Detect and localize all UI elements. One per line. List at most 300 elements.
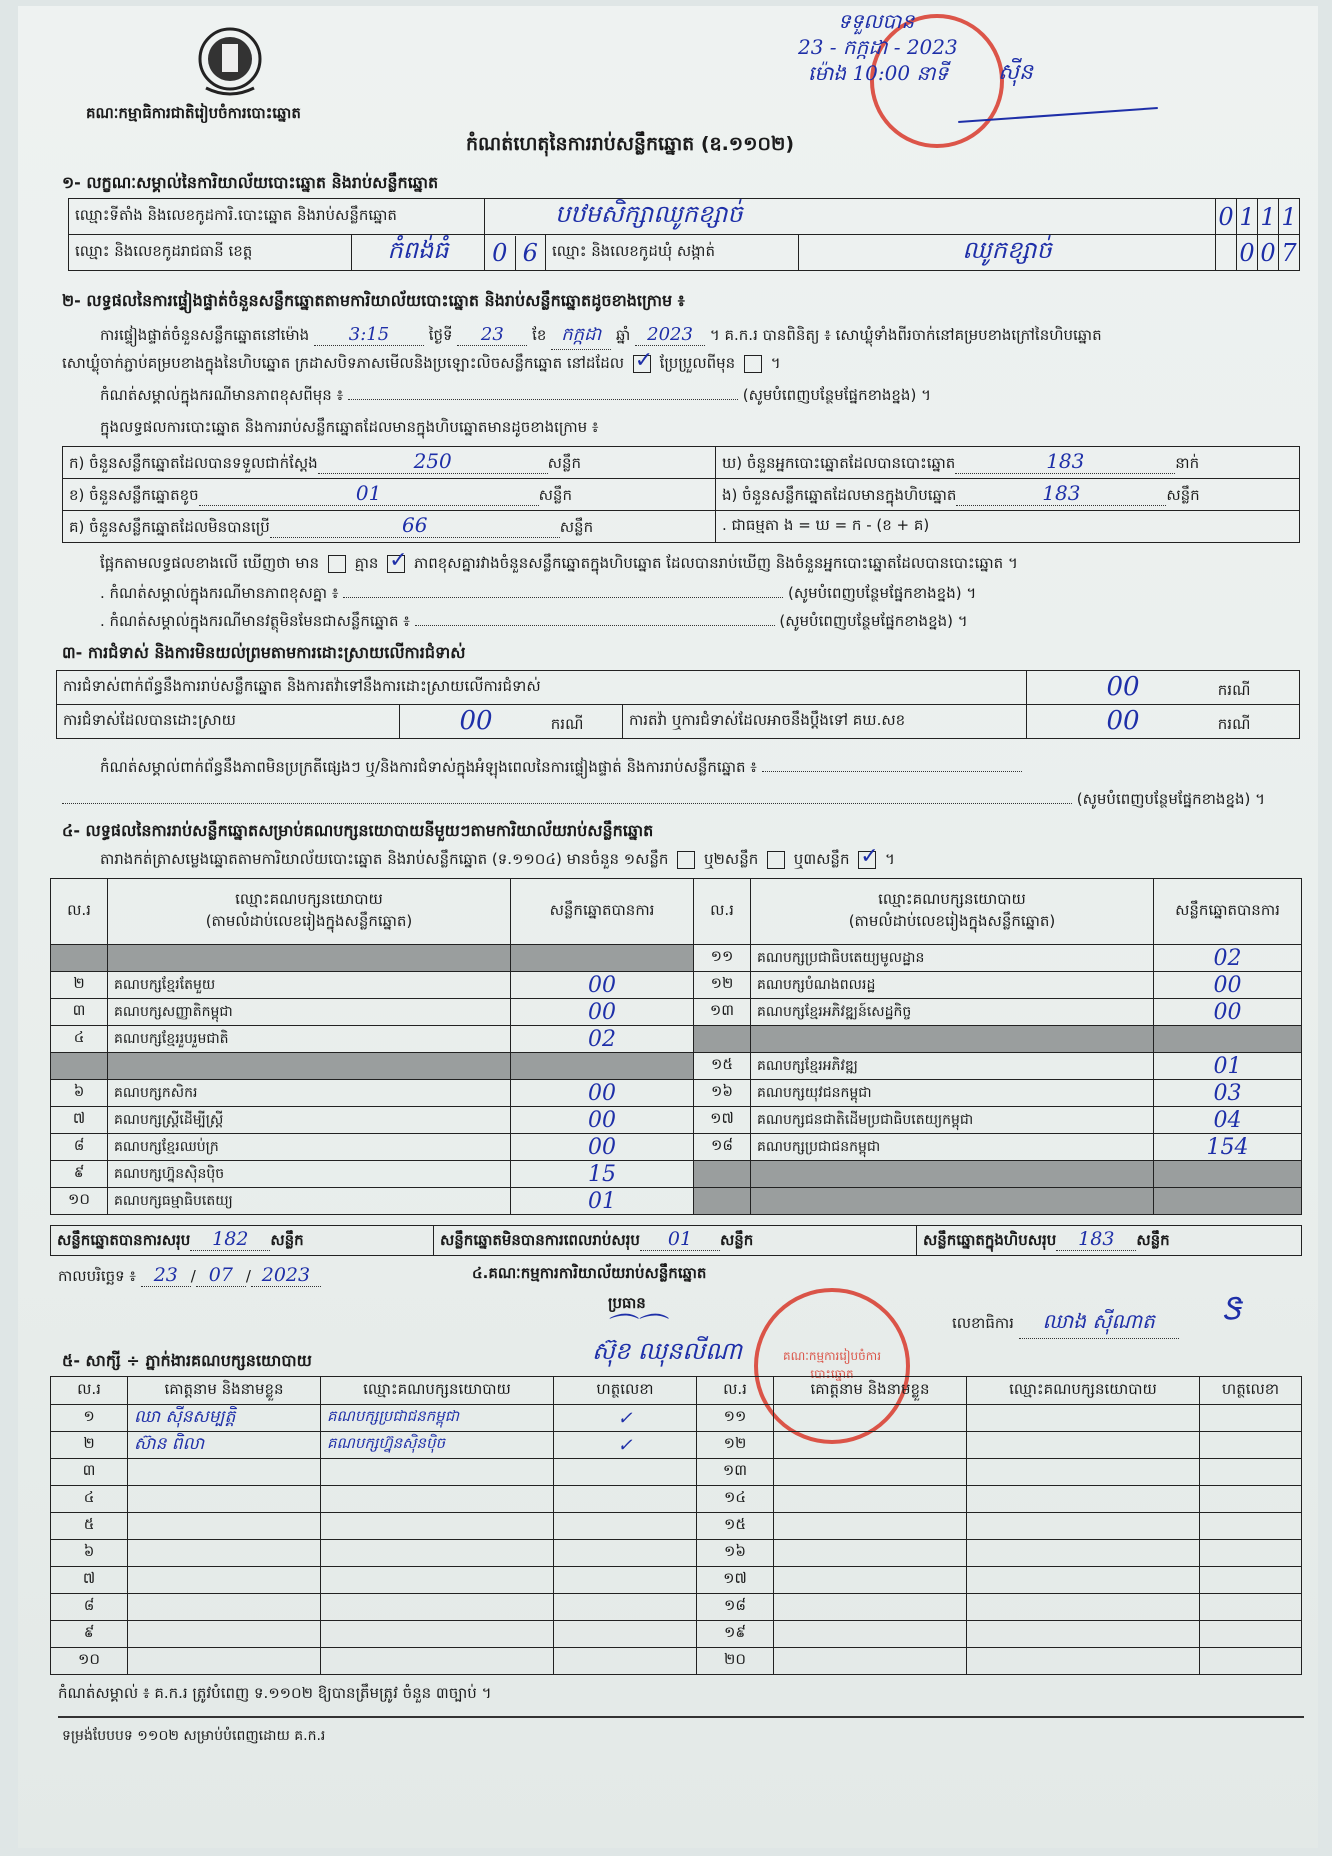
- tally-three-label: ឬ៣សន្លឹក: [793, 850, 850, 868]
- witness-signature: ✓: [554, 1405, 697, 1432]
- form-note: ទម្រង់បែបបទ ១១០២ សម្រាប់បំពេញដោយ គ.ក.រ: [62, 1728, 326, 1744]
- party-no: ១៥: [694, 1053, 751, 1080]
- witness-party: [967, 1432, 1200, 1459]
- total-invalid-label: សន្លឹកឆ្នោតមិនបានការពេលរាប់សរុប: [440, 1231, 640, 1249]
- party-name: [751, 1161, 1154, 1188]
- party-name: គណបក្សយុវជនកម្ពុជា: [751, 1080, 1154, 1107]
- party-name: [108, 945, 511, 972]
- party-no: [51, 945, 108, 972]
- total-valid-value: 182: [190, 1228, 270, 1251]
- unit: សន្លឹក: [538, 486, 572, 504]
- party-name: គណបក្សកសិករ: [108, 1080, 511, 1107]
- witness-name: [774, 1621, 967, 1648]
- witness-name: [774, 1594, 967, 1621]
- witness-signature: [554, 1486, 697, 1513]
- party-results-table: [50, 878, 1302, 1215]
- party-votes: 00: [511, 972, 694, 999]
- witness-row: [51, 1405, 1302, 1432]
- unit: សន្លឹក: [559, 518, 594, 536]
- witness-signature: [554, 1648, 697, 1675]
- unit: សន្លឹក: [270, 1231, 304, 1249]
- witness-name: [128, 1594, 321, 1621]
- party-no: ១៦: [694, 1080, 751, 1107]
- seal-intact-checkbox[interactable]: ✓: [634, 347, 654, 373]
- witness-row: [51, 1513, 1302, 1540]
- date-line: កាលបរិច្ឆេទ ៖ 23 / 07 / 2023: [58, 1264, 321, 1289]
- party-no: [694, 1188, 751, 1215]
- witness-no: ១: [51, 1405, 128, 1432]
- party-no: ៨: [51, 1134, 108, 1161]
- witness-signature: [1200, 1405, 1302, 1432]
- verify-day-label: ថ្ងៃទី: [428, 326, 453, 344]
- witness-row: [51, 1432, 1302, 1459]
- irregularity-field[interactable]: [762, 771, 1022, 772]
- discrepancy-yes-label: ផ្អែកតាមលទ្ធផលខាងលើ ឃើញថា មាន: [100, 554, 320, 572]
- witness-name: [774, 1486, 967, 1513]
- col-no: ល.រ: [694, 879, 751, 945]
- party-result-row: [51, 1080, 1302, 1107]
- witness-signature: [1200, 1567, 1302, 1594]
- party-votes: 03: [1154, 1080, 1302, 1107]
- witness-signature: [1200, 1540, 1302, 1567]
- appeal-value: 00: [1106, 706, 1140, 736]
- secretary-signature: Ꮥ: [1222, 1292, 1241, 1327]
- footer-note: កំណត់សម្គាល់ ៖ គ.ក.រ ត្រូវបំពេញ ទ.១១០២ ឱ្យបានត្រឹមត្រូវ ចំនួន ៣ច្បាប់ ។: [58, 1684, 492, 1702]
- witness-name: [774, 1540, 967, 1567]
- witness-party: [967, 1513, 1200, 1540]
- date-year: 2023: [251, 1264, 321, 1287]
- station-code-digit: 1: [1237, 199, 1258, 235]
- party-name: គណបក្សបំណងពលរដ្ឋ: [751, 972, 1154, 999]
- witness-no: ៦: [51, 1540, 128, 1567]
- witness-col-name: គោត្តនាម និងនាមខ្លួន: [774, 1377, 967, 1405]
- party-votes: 15: [511, 1161, 694, 1188]
- discrepancy-no-label: គ្មាន: [354, 554, 379, 572]
- nec-logo: [192, 26, 268, 96]
- witness-no: ២០: [697, 1648, 774, 1675]
- witness-no: ១៧: [697, 1567, 774, 1594]
- party-name: គណបក្សជនជាតិដើមប្រជាធិបតេយ្យកម្ពុជា: [751, 1107, 1154, 1134]
- form-title: កំណត់ហេតុនៃការរាប់សន្លឹកឆ្នោត (ឧ.១១០២): [466, 133, 795, 155]
- total-invalid-value: 01: [640, 1228, 720, 1251]
- witness-no: ៣: [51, 1459, 128, 1486]
- note-object-label: . កំណត់សម្គាល់ក្នុងករណីមានវត្ថុមិនមែនជាសន្លឹកឆ្នោត ៖: [100, 612, 410, 630]
- witness-party: [321, 1648, 554, 1675]
- party-result-row: [51, 1188, 1302, 1215]
- note-suffix: (សូមបំពេញបន្ថែមផ្នែកខាងខ្នង) ។: [788, 584, 977, 602]
- difference-note-line: [100, 386, 931, 408]
- witness-name: ឈា ស៊ីនសម្បត្តិ: [128, 1405, 321, 1432]
- verify-month: កក្កដា: [551, 322, 611, 350]
- stamp-line-1: ទទួលបាន: [838, 9, 915, 33]
- party-no: ១៣: [694, 999, 751, 1026]
- witness-row: [51, 1648, 1302, 1675]
- irregularity-note-2: [62, 790, 1265, 812]
- party-name: គណបក្សស្ត្រីដើម្បីស្ត្រី: [108, 1107, 511, 1134]
- witness-name: [128, 1648, 321, 1675]
- col-party-title: ឈ្មោះគណបក្សនយោបាយ: [235, 889, 383, 908]
- irregularity-label: កំណត់សម្គាល់ពាក់ព័ន្ធនឹងភាពមិនប្រក្រតីផ្សេងៗ ឬ/និងការជំទាស់ក្នុងអំឡុងពេលនៃការផ្ទៀងផ្ទាត់ និងការរាប់សន្លឹកឆ្នោត ៖: [100, 758, 757, 776]
- witness-signature: [554, 1513, 697, 1540]
- witness-name: [774, 1405, 967, 1432]
- secretary-line: [952, 1308, 1179, 1339]
- unused-ballots-label: គ) ចំនួនសន្លឹកឆ្នោតដែលមិនបានប្រើ: [69, 518, 270, 536]
- col-votes: សន្លឹកឆ្នោតបានការ: [511, 879, 694, 945]
- witness-name: [128, 1459, 321, 1486]
- party-name: គណបក្សធម្មាធិបតេយ្យ: [108, 1188, 511, 1215]
- witness-row: [51, 1621, 1302, 1648]
- results-intro: ក្នុងលទ្ធផលការបោះឆ្នោត និងការរាប់សន្លឹកឆ្នោតដែលមានក្នុងហិបឆ្នោតមានដូចខាងក្រោម ៖: [100, 418, 599, 436]
- witness-name: [128, 1567, 321, 1594]
- witness-no: ១៤: [697, 1486, 774, 1513]
- party-name: គណបក្សហ្វ៊ុនស៊ិនប៉ិច: [108, 1161, 511, 1188]
- station-code-digit: 0: [1216, 199, 1237, 235]
- witness-row: [51, 1459, 1302, 1486]
- complaints-label: ការជំទាស់ពាក់ព័ន្ធនឹងការរាប់សន្លឹកឆ្នោត និងការតវ៉ាទៅនឹងការដោះស្រាយលើការជំទាស់: [57, 671, 1027, 705]
- case-unit: ករណី: [1217, 681, 1251, 699]
- witness-row: [51, 1594, 1302, 1621]
- stamp-line-2: 23 - កក្កដា - 2023: [798, 35, 958, 59]
- commune-code-digit: 0: [1237, 235, 1258, 271]
- party-no: ៩: [51, 1161, 108, 1188]
- section5-title: ៥- សាក្សី ÷ ភ្នាក់ងារគណបក្សនយោបាយ: [62, 1351, 312, 1370]
- witness-signature: ✓: [554, 1432, 697, 1459]
- party-no: ៣: [51, 999, 108, 1026]
- received-ballots-value: 250: [318, 449, 548, 474]
- witness-signature: [554, 1621, 697, 1648]
- district-value: កំពង់ធំ: [352, 235, 485, 271]
- voters-value: 183: [955, 449, 1175, 474]
- discrepancy-no-checkbox[interactable]: ✓: [389, 547, 408, 573]
- witness-name: ស៊ាន ពិលា: [128, 1432, 321, 1459]
- totals-table: [50, 1225, 1302, 1256]
- party-result-row: [51, 1053, 1302, 1080]
- tally-three-checkbox[interactable]: ✓: [860, 843, 879, 869]
- counting-committee: ៤.គណៈកម្មការការិយាល័យរាប់សន្លឹកឆ្នោត: [472, 1264, 707, 1282]
- irregularity-field-2[interactable]: [62, 803, 1072, 804]
- section1-title: ១- លក្ខណៈសម្គាល់នៃការិយាល័យបោះឆ្នោត និងរាប់សន្លឹកឆ្នោត: [62, 173, 439, 192]
- unit: សន្លឹក: [719, 1231, 754, 1249]
- note-object-field[interactable]: [415, 625, 775, 626]
- col-party-title: ឈ្មោះគណបក្សនយោបាយ: [878, 889, 1026, 908]
- seal-intact-label: សោឃ្លុំចាក់ភ្ជាប់គម្របខាងក្នុងនៃហិបឆ្នោត ក្រដាសបិទភាសមើលនិងប្រឡោះលិចសន្លឹកឆ្នោត នៅដដែល: [62, 354, 625, 372]
- seal-changed-label: ប្រែប្រួលពីមុន: [659, 354, 736, 372]
- party-no: [694, 1026, 751, 1053]
- witness-no: ១២: [697, 1432, 774, 1459]
- witness-col-party: ឈ្មោះគណបក្សនយោបាយ: [321, 1377, 554, 1405]
- difference-note-suffix: (សូមបំពេញបន្ថែមផ្នែកខាងខ្នង) ។: [742, 386, 931, 404]
- tally-two-label: ឬ២សន្លឹក: [704, 850, 759, 868]
- party-votes: 01: [1154, 1053, 1302, 1080]
- station-info-table: [68, 198, 1300, 271]
- party-votes: 04: [1154, 1107, 1302, 1134]
- case-unit: ករណី: [1217, 715, 1251, 733]
- party-votes: [511, 1053, 694, 1080]
- commune-value: ឈូកខ្សាច់: [799, 235, 1216, 271]
- party-votes: 00: [1154, 999, 1302, 1026]
- discrepancy-line: [100, 547, 1018, 576]
- note-suffix: (សូមបំពេញបន្ថែមផ្នែកខាងខ្នង) ។: [779, 612, 968, 630]
- party-name: [751, 1026, 1154, 1053]
- unit: សន្លឹក: [547, 454, 581, 472]
- party-name: គណបក្សខ្មែរតែមួយ: [108, 972, 511, 999]
- party-no: ១១: [694, 945, 751, 972]
- witness-party: [967, 1621, 1200, 1648]
- secretary-label: លេខាធិការ: [952, 1314, 1014, 1332]
- note-object-line: [100, 612, 968, 634]
- party-no: ៧: [51, 1107, 108, 1134]
- witness-party: គណបក្សប្រជាជនកម្ពុជា: [321, 1405, 554, 1432]
- party-no: ១៨: [694, 1134, 751, 1161]
- irregularity-note: [100, 758, 1022, 780]
- party-name: គណបក្សខ្មែរអភិវឌ្ឍន៍សេដ្ឋកិច្ច: [751, 999, 1154, 1026]
- verify-year: 2023: [635, 324, 705, 346]
- witness-party: [967, 1567, 1200, 1594]
- stamp-handwriting: ស៊ីន: [998, 60, 1033, 85]
- party-votes: 00: [511, 1107, 694, 1134]
- station-label: ឈ្មោះទីតាំង និងលេខកូដការិ.បោះឆ្នោត និងរាប់សន្លឹកឆ្នោត: [69, 199, 485, 235]
- district-label: ឈ្មោះ និងលេខកូដរាជធានី ខេត្ត: [69, 235, 352, 271]
- party-votes: 00: [511, 1134, 694, 1161]
- party-votes: [1154, 1026, 1302, 1053]
- section4-title: ៤- លទ្ធផលនៃការរាប់សន្លឹកឆ្នោតសម្រាប់គណបក្សនយោបាយនីមួយៗតាមការិយាល័យរាប់សន្លឹកឆ្នោត: [62, 821, 654, 840]
- tally-one-checkbox[interactable]: [677, 851, 695, 869]
- complaints-table: [56, 670, 1300, 739]
- party-result-row: [51, 1134, 1302, 1161]
- witness-party: [967, 1594, 1200, 1621]
- verify-month-label: ខែ: [532, 326, 547, 344]
- party-no: ១២: [694, 972, 751, 999]
- seal-changed-checkbox[interactable]: [744, 355, 762, 373]
- party-votes: 154: [1154, 1134, 1302, 1161]
- party-no: ៤: [51, 1026, 108, 1053]
- party-votes: 00: [511, 999, 694, 1026]
- resolved-label: ការជំទាស់ដែលបានដោះស្រាយ: [57, 705, 400, 739]
- date-day: 23: [141, 1264, 191, 1287]
- witness-name: [128, 1621, 321, 1648]
- tally-sheet-line: តារាងកត់ត្រាសម្លេងឆ្នោតតាមការិយាល័យបោះឆ្នោត និងរាប់សន្លឹកឆ្នោត (ទ.១១០៤) មានចំនួន ១សន្លឹក ឬ២សន្លឹក ឬ៣សន្លឹក ✓ ។: [100, 843, 895, 869]
- unit: សន្លឹក: [1136, 1231, 1170, 1249]
- witness-signature: [1200, 1459, 1302, 1486]
- unit: នាក់: [1175, 454, 1200, 472]
- total-box-label: សន្លឹកឆ្នោតក្នុងហិបសរុប: [923, 1231, 1057, 1249]
- section3-title: ៣- ការជំទាស់ និងការមិនយល់ព្រមតាមការដោះស្រាយលើការជំទាស់: [62, 643, 466, 662]
- witness-col-party: ឈ្មោះគណបក្សនយោបាយ: [967, 1377, 1200, 1405]
- appeal-label: ការតវ៉ា ឬការជំទាស់ដែលអាចនឹងប្តឹងទៅ គឃ.សខ: [623, 705, 1027, 739]
- witness-no: ១៦: [697, 1540, 774, 1567]
- witness-col-name: គោត្តនាម និងនាមខ្លួន: [128, 1377, 321, 1405]
- witness-party: [321, 1540, 554, 1567]
- witness-name: [774, 1648, 967, 1675]
- witness-signature: [554, 1459, 697, 1486]
- col-no: ល.រ: [51, 879, 108, 945]
- date-label: កាលបរិច្ឆេទ ៖: [58, 1267, 137, 1285]
- party-votes: [1154, 1161, 1302, 1188]
- station-code-digit: 1: [1258, 199, 1279, 235]
- commune-code-digit: 7: [1279, 235, 1300, 271]
- voters-label: ឃ) ចំនួនអ្នកបោះឆ្នោតដែលបានបោះឆ្នោត: [722, 454, 956, 472]
- commune-label: ឈ្មោះ និងលេខកូដឃុំ សង្កាត់: [546, 235, 799, 271]
- witness-signature: [1200, 1432, 1302, 1459]
- commune-code-digit: 0: [1258, 235, 1279, 271]
- document-page: [18, 6, 1318, 1848]
- verify-line-rest: ។ គ.ក.រ បានពិនិត្យ ៖ សោឃ្លុំទាំងពីរចាក់នៅគម្របខាងក្រៅនៃហិបឆ្នោត: [709, 326, 1102, 344]
- difference-note-field[interactable]: [348, 399, 738, 400]
- unused-ballots-value: 66: [270, 513, 560, 538]
- party-name: គណបក្សប្រជាធិបតេយ្យមូលដ្ឋាន: [751, 945, 1154, 972]
- witness-party: [321, 1459, 554, 1486]
- complaints-value: 00: [1106, 672, 1140, 702]
- witness-name: [128, 1513, 321, 1540]
- verification-line: [100, 322, 1102, 350]
- stamp-line-3: ម៉ោង 10:00 នាទី: [808, 61, 949, 85]
- witness-no: ១៩: [697, 1621, 774, 1648]
- witness-no: ១៣: [697, 1459, 774, 1486]
- party-name: គណបក្សសញ្ញាតិកម្ពុជា: [108, 999, 511, 1026]
- party-result-row: [51, 1026, 1302, 1053]
- party-no: ១៧: [694, 1107, 751, 1134]
- witness-party: [321, 1567, 554, 1594]
- formula: . ជាធម្មតា ង = ឃ = ក - (ខ + គ): [716, 511, 1300, 543]
- witness-signature: [1200, 1486, 1302, 1513]
- spoiled-ballots-value: 01: [199, 481, 539, 506]
- irregularity-suffix: (សូមបំពេញបន្ថែមផ្នែកខាងខ្នង) ។: [1076, 790, 1266, 808]
- witness-party: [967, 1540, 1200, 1567]
- party-votes: [511, 945, 694, 972]
- spoiled-ballots-label: ខ) ចំនួនសន្លឹកឆ្នោតខូច: [69, 486, 199, 504]
- witness-name: [128, 1540, 321, 1567]
- witness-signature: [554, 1540, 697, 1567]
- secretary-name: ឈាង ស៊ីណាត: [1019, 1308, 1179, 1339]
- party-no: ៦: [51, 1080, 108, 1107]
- verify-time: 3:15: [314, 324, 424, 346]
- party-name: គណបក្សប្រជាជនកម្ពុជា: [751, 1134, 1154, 1161]
- section2-title: ២- លទ្ធផលនៃការផ្ទៀងផ្ទាត់ចំនួនសន្លឹកឆ្នោតតាមការិយាល័យបោះឆ្នោត និងរាប់សន្លឹកឆ្នោតដូចខាងក្រោម ៖: [62, 291, 685, 310]
- station-value: បឋមសិក្សាឈូកខ្សាច់: [485, 199, 1216, 235]
- col-party: [751, 879, 1154, 945]
- witness-no: ១០: [51, 1648, 128, 1675]
- party-no: ២: [51, 972, 108, 999]
- witness-no: ៤: [51, 1486, 128, 1513]
- witness-col-sign: ហត្ថលេខា: [1200, 1377, 1302, 1405]
- witness-no: ២: [51, 1432, 128, 1459]
- witness-col-no: ល.រ: [51, 1377, 128, 1405]
- chair-label: ប្រធាន: [608, 1294, 646, 1312]
- witness-name: [128, 1486, 321, 1513]
- witness-no: ១៨: [697, 1594, 774, 1621]
- witness-name: [774, 1432, 967, 1459]
- witness-party: [321, 1486, 554, 1513]
- party-no: ១០: [51, 1188, 108, 1215]
- district-code-digit: 0: [485, 236, 515, 270]
- total-valid-label: សន្លឹកឆ្នោតបានការសរុប: [57, 1231, 191, 1249]
- difference-note-label: កំណត់សម្គាល់ក្នុងករណីមានភាពខុសពីមុន ៖: [100, 386, 344, 404]
- witness-col-sign: ហត្ថលេខា: [554, 1377, 697, 1405]
- note-discrepancy-field[interactable]: [343, 597, 783, 598]
- party-name: គណបក្សខ្មែរឈប់ក្រ: [108, 1134, 511, 1161]
- verify-year-label: ឆ្នាំ: [615, 326, 631, 344]
- party-votes: 02: [511, 1026, 694, 1053]
- party-name: [751, 1188, 1154, 1215]
- witness-name: [774, 1459, 967, 1486]
- chair-name: ស៊ុខ ឈុនលីណា: [592, 1337, 743, 1365]
- col-votes: សន្លឹកឆ្នោតបានការ: [1154, 879, 1302, 945]
- party-no: [694, 1161, 751, 1188]
- discrepancy-yes-checkbox[interactable]: [328, 555, 346, 573]
- party-name: [108, 1053, 511, 1080]
- discrepancy-text: ភាពខុសគ្នារវាងចំនួនសន្លឹកឆ្នោតក្នុងហិបឆ្នោត ដែលបានរាប់ឃើញ និងចំនួនអ្នកបោះឆ្នោតដែលបានបោះឆ្នោត ។: [413, 554, 1018, 572]
- col-party-sub: (តាមលំដាប់លេខរៀងក្នុងសន្លឹកឆ្នោត): [848, 911, 1056, 930]
- received-ballots-label: ក) ចំនួនសន្លឹកឆ្នោតដែលបានទទួលជាក់ស្តែង: [69, 454, 318, 472]
- witness-party: [321, 1621, 554, 1648]
- committee-stamp-text: គណៈកម្មការរៀបចំការបោះឆ្នោត: [782, 1349, 882, 1381]
- chair-signature: ⌒⌒: [604, 1312, 664, 1347]
- witness-signature: [1200, 1621, 1302, 1648]
- witness-row: [51, 1567, 1302, 1594]
- witness-party: គណបក្សហ្វ៊ុនស៊ិនប៉ិច: [321, 1432, 554, 1459]
- note-discrepancy-line: [100, 584, 976, 606]
- witness-party: [967, 1486, 1200, 1513]
- footer-divider: [58, 1716, 1304, 1718]
- party-votes: 01: [511, 1188, 694, 1215]
- witness-no: ៥: [51, 1513, 128, 1540]
- witness-party: [321, 1513, 554, 1540]
- case-unit: ករណី: [550, 715, 584, 733]
- tally-two-checkbox[interactable]: [767, 851, 785, 869]
- col-party-sub: (តាមលំដាប់លេខរៀងក្នុងសន្លឹកឆ្នោត): [205, 911, 413, 930]
- witness-name: [774, 1567, 967, 1594]
- witness-row: [51, 1540, 1302, 1567]
- committee-name: គណៈកម្មាធិការជាតិរៀបចំការបោះឆ្នោត: [86, 104, 301, 122]
- witness-no: ១១: [697, 1405, 774, 1432]
- witness-signature: [554, 1594, 697, 1621]
- witness-no: ១៥: [697, 1513, 774, 1540]
- witness-name: [774, 1513, 967, 1540]
- verify-day: 23: [457, 324, 527, 346]
- witness-party: [967, 1459, 1200, 1486]
- party-votes: [1154, 1188, 1302, 1215]
- seal-line: សោឃ្លុំចាក់ភ្ជាប់គម្របខាងក្នុងនៃហិបឆ្នោត ក្រដាសបិទភាសមើលនិងប្រឡោះលិចសន្លឹកឆ្នោត នៅដដែល ✓ ប្រែប្រួលពីមុន ។: [62, 347, 781, 373]
- tally-one-label: តារាងកត់ត្រាសម្លេងឆ្នោតតាមការិយាល័យបោះឆ្នោត និងរាប់សន្លឹកឆ្នោត (ទ.១១០៤) មានចំនួន ១សន្លឹក: [100, 850, 669, 868]
- witness-party: [321, 1594, 554, 1621]
- witness-party: [967, 1405, 1200, 1432]
- witness-signature: [1200, 1648, 1302, 1675]
- party-result-row: [51, 972, 1302, 999]
- witness-signature: [1200, 1513, 1302, 1540]
- party-no: [51, 1053, 108, 1080]
- witness-signature: [554, 1567, 697, 1594]
- witness-signature: [1200, 1594, 1302, 1621]
- col-party: [108, 879, 511, 945]
- station-code-digit: 1: [1279, 199, 1300, 235]
- witness-no: ៩: [51, 1621, 128, 1648]
- verify-time-label: ការផ្ទៀងផ្ទាត់ចំនួនសន្លឹកឆ្នោតនៅម៉ោង: [100, 326, 310, 344]
- resolved-value: 00: [459, 706, 493, 736]
- witness-no: ៧: [51, 1567, 128, 1594]
- district-code-digit: 6: [522, 238, 538, 267]
- party-name: គណបក្សខ្មែរអភិវឌ្ឍ: [751, 1053, 1154, 1080]
- witness-no: ៨: [51, 1594, 128, 1621]
- box-ballots-label: ង) ចំនួនសន្លឹកឆ្នោតដែលមានក្នុងហិបឆ្នោត: [722, 486, 957, 504]
- note-discrepancy-label: . កំណត់សម្គាល់ក្នុងករណីមានភាពខុសគ្នា ៖: [100, 584, 339, 602]
- party-result-row: [51, 945, 1302, 972]
- party-name: គណបក្សខ្មែររួបរួមជាតិ: [108, 1026, 511, 1053]
- ballot-count-table: [62, 446, 1300, 543]
- unit: សន្លឹក: [1166, 486, 1200, 504]
- party-votes: 02: [1154, 945, 1302, 972]
- witness-table: [50, 1376, 1302, 1675]
- party-result-row: [51, 1107, 1302, 1134]
